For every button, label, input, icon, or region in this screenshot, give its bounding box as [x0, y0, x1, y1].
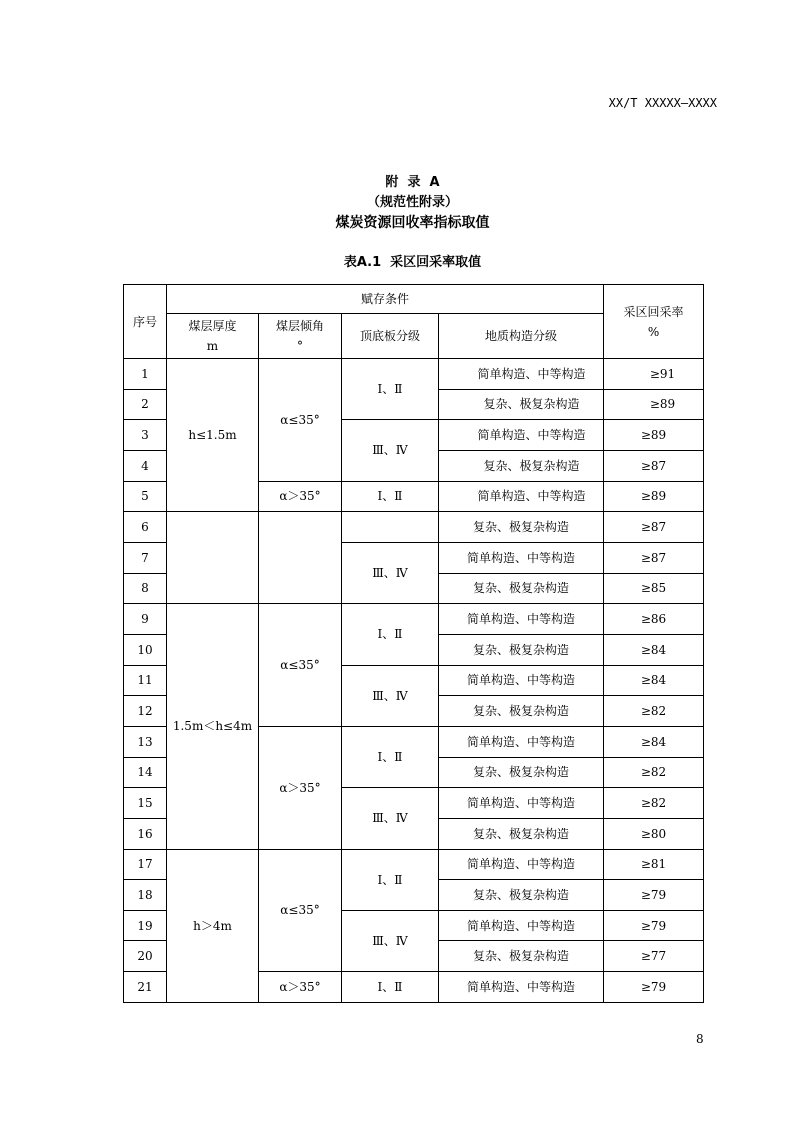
appendix-heading: 附 录 A — [385, 175, 440, 190]
cell-no: 10 — [124, 634, 167, 665]
cell-roof-floor: Ⅰ、Ⅱ — [342, 604, 439, 665]
cell-no: 17 — [124, 849, 167, 880]
table-row — [124, 849, 704, 880]
cell-roof-floor: Ⅰ、Ⅱ — [342, 972, 439, 1003]
cell-no: 1 — [124, 359, 167, 390]
header-thickness — [167, 314, 259, 359]
header-no: 序号 — [124, 285, 167, 359]
cell-roof-floor: Ⅰ、Ⅱ — [342, 849, 439, 910]
cell-geology: 简单构造、中等构造 — [439, 910, 604, 941]
cell-geology: 复杂、极复杂构造 — [439, 389, 604, 420]
cell-geology: 简单构造、中等构造 — [439, 849, 604, 880]
cell-rate: ≥91 — [604, 359, 704, 390]
cell-geology: 简单构造、中等构造 — [439, 359, 604, 390]
cell-no: 19 — [124, 910, 167, 941]
cell-rate: ≥80 — [604, 818, 704, 849]
header-rate-label: 采区回采率 — [623, 304, 684, 319]
cell-roof-floor: Ⅰ、Ⅱ — [342, 359, 439, 420]
cell-no: 14 — [124, 757, 167, 788]
cell-roof-floor: Ⅲ、Ⅳ — [342, 665, 439, 726]
cell-rate: ≥89 — [604, 389, 704, 420]
cell-rate: ≥89 — [604, 420, 704, 451]
cell-no: 13 — [124, 726, 167, 757]
cell-geology: 简单构造、中等构造 — [439, 420, 604, 451]
cell-no: 3 — [124, 420, 167, 451]
cell-geology: 复杂、极复杂构造 — [439, 634, 604, 665]
cell-dip: α≤35° — [259, 604, 342, 727]
cell-no: 21 — [124, 972, 167, 1003]
cell-rate: ≥79 — [604, 910, 704, 941]
cell-no: 11 — [124, 665, 167, 696]
cell-no: 20 — [124, 941, 167, 972]
cell-no: 15 — [124, 788, 167, 819]
table-row — [124, 604, 704, 635]
cell-roof-floor-empty — [342, 512, 439, 543]
cell-geology: 简单构造、中等构造 — [439, 726, 604, 757]
cell-dip: α＞35° — [259, 726, 342, 849]
header-dip-label: 煤层倾角 — [275, 319, 324, 333]
cell-rate: ≥89 — [604, 481, 704, 512]
cell-rate: ≥77 — [604, 941, 704, 972]
cell-dip-empty — [259, 512, 342, 604]
cell-no: 7 — [124, 542, 167, 573]
table-caption: 表A.1 采区回采率取值 — [343, 255, 482, 270]
cell-geology: 复杂、极复杂构造 — [439, 757, 604, 788]
cell-thickness: h＞4m — [167, 849, 259, 1002]
cell-no: 9 — [124, 604, 167, 635]
header-roof-floor: 顶底板分级 — [342, 314, 439, 359]
cell-geology: 简单构造、中等构造 — [439, 972, 604, 1003]
header-dip-unit: ° — [297, 339, 303, 353]
cell-geology: 复杂、极复杂构造 — [439, 450, 604, 481]
cell-geology: 复杂、极复杂构造 — [439, 512, 604, 543]
header-conditions: 赋存条件 — [167, 285, 604, 314]
cell-roof-floor: Ⅲ、Ⅳ — [342, 910, 439, 971]
cell-no: 5 — [124, 481, 167, 512]
cell-rate: ≥85 — [604, 573, 704, 604]
cell-roof-floor: Ⅰ、Ⅱ — [342, 481, 439, 512]
cell-dip: α＞35° — [259, 481, 342, 512]
cell-rate: ≥82 — [604, 757, 704, 788]
appendix-nature: （规范性附录） — [366, 195, 458, 210]
cell-no: 2 — [124, 389, 167, 420]
cell-roof-floor: Ⅰ、Ⅱ — [342, 726, 439, 787]
cell-dip: α≤35° — [259, 359, 342, 482]
cell-no: 6 — [124, 512, 167, 543]
cell-rate: ≥81 — [604, 849, 704, 880]
cell-geology: 简单构造、中等构造 — [439, 665, 604, 696]
cell-geology: 复杂、极复杂构造 — [439, 818, 604, 849]
cell-geology: 简单构造、中等构造 — [439, 481, 604, 512]
cell-no: 18 — [124, 880, 167, 911]
cell-dip: α≤35° — [259, 849, 342, 972]
cell-rate: ≥87 — [604, 512, 704, 543]
cell-geology: 简单构造、中等构造 — [439, 788, 604, 819]
document-code: XX/T XXXXX—XXXX — [608, 96, 717, 110]
table-header-row — [124, 285, 704, 314]
cell-rate: ≥84 — [604, 634, 704, 665]
cell-geology: 复杂、极复杂构造 — [439, 573, 604, 604]
cell-rate: ≥79 — [604, 972, 704, 1003]
cell-no: 16 — [124, 818, 167, 849]
appendix-title: 煤炭资源回收率指标取值 — [335, 215, 490, 231]
cell-rate: ≥87 — [604, 450, 704, 481]
cell-thickness: 1.5m＜h≤4m — [167, 604, 259, 849]
cell-rate: ≥82 — [604, 696, 704, 727]
cell-rate: ≥82 — [604, 788, 704, 819]
header-rate — [604, 285, 704, 359]
cell-thickness-empty — [167, 512, 259, 604]
cell-rate: ≥84 — [604, 665, 704, 696]
header-geology: 地质构造分级 — [439, 314, 604, 359]
cell-rate: ≥87 — [604, 542, 704, 573]
table-row — [124, 359, 704, 390]
header-rate-unit: % — [647, 324, 660, 339]
header-dip — [259, 314, 342, 359]
cell-roof-floor: Ⅲ、Ⅳ — [342, 420, 439, 481]
cell-no: 8 — [124, 573, 167, 604]
cell-geology: 简单构造、中等构造 — [439, 542, 604, 573]
cell-geology: 复杂、极复杂构造 — [439, 941, 604, 972]
header-thickness-label: 煤层厚度 — [188, 319, 237, 333]
cell-geology: 复杂、极复杂构造 — [439, 880, 604, 911]
cell-roof-floor: Ⅲ、Ⅳ — [342, 542, 439, 603]
cell-no: 12 — [124, 696, 167, 727]
cell-rate: ≥86 — [604, 604, 704, 635]
cell-dip: α＞35° — [259, 972, 342, 1003]
cell-geology: 复杂、极复杂构造 — [439, 696, 604, 727]
recovery-rate-table — [123, 284, 704, 1003]
cell-rate: ≥79 — [604, 880, 704, 911]
cell-geology: 简单构造、中等构造 — [439, 604, 604, 635]
cell-roof-floor: Ⅲ、Ⅳ — [342, 788, 439, 849]
cell-rate: ≥84 — [604, 726, 704, 757]
cell-thickness: h≤1.5m — [167, 359, 259, 512]
header-thickness-unit: m — [206, 339, 219, 353]
table-row — [124, 512, 704, 543]
cell-no: 4 — [124, 450, 167, 481]
page-number: 8 — [696, 1032, 704, 1046]
